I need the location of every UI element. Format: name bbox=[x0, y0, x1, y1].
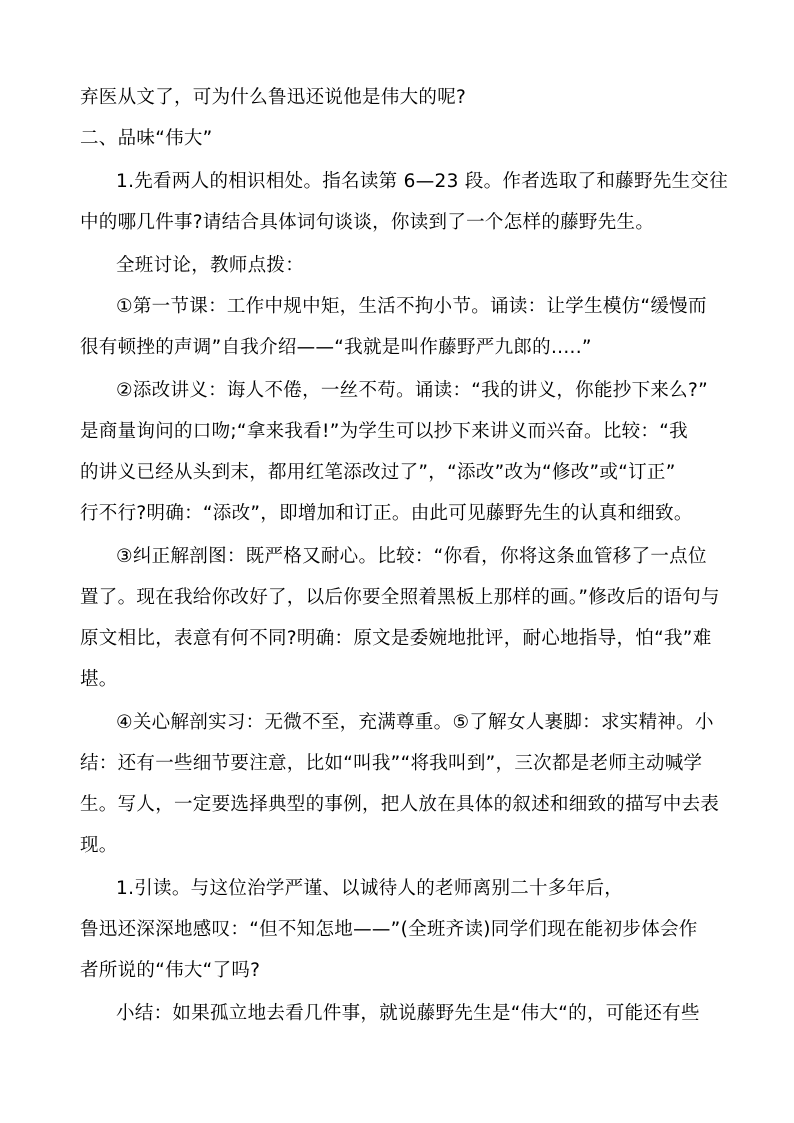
text-line: ④关心解剖实习：无微不至，充满尊重。⑤了解女人裹脚：求实精神。小 bbox=[116, 712, 714, 733]
text-line: 1.引读。与这位治学严谨、以诚待人的老师离别二十多年后， bbox=[116, 878, 624, 899]
text-line: 1.先看两人的相识相处。指名读第 6—23 段。作者选取了和藤野先生交往 bbox=[116, 171, 729, 192]
text-line: 中的哪几件事?请结合具体词句谈谈，你读到了一个怎样的藤野先生。 bbox=[80, 212, 655, 233]
text-line: 原文相比，表意有何不同?明确：原文是委婉地批评，耐心地指导，怕“我”难 bbox=[80, 628, 712, 649]
text-line: 结：还有一些细节要注意，比如“叫我”“将我叫到”，三次都是老师主动喊学 bbox=[80, 753, 703, 774]
text-line: 的讲义已经从头到末，都用红笔添改过了”，“添改”改为“修改”或“订正” bbox=[80, 462, 676, 483]
text-line: 全班讨论，教师点拨： bbox=[116, 255, 305, 276]
text-line: 小结：如果孤立地去看几件事，就说藤野先生是“伟大“的，可能还有些 bbox=[116, 1003, 700, 1024]
text-line: 置了。现在我给你改好了，以后你要全照着黑板上那样的画。”修改后的语句与 bbox=[80, 587, 720, 608]
text-line: 是商量询问的口吻;“拿来我看!”为学生可以抄下来讲义而兴奋。比较：“我 bbox=[80, 421, 688, 442]
text-line: 者所说的“伟大“了吗? bbox=[80, 960, 261, 981]
text-line: ①第一节课：工作中规中矩，生活不拘小节。诵读：让学生模仿“缓慢而 bbox=[116, 296, 707, 317]
text-line: 现。 bbox=[80, 835, 118, 856]
text-line: 生。写人，一定要选择典型的事例，把人放在具体的叙述和细致的描写中去表 bbox=[80, 794, 720, 815]
text-line: ②添改讲义：诲人不倦，一丝不苟。诵读：“我的讲义，你能抄下来么?” bbox=[116, 380, 708, 401]
text-line: 很有顿挫的声调”自我介绍——“我就是叫作藤野严九郎的.....” bbox=[80, 337, 592, 358]
text-line: ③纠正解剖图：既严格又耐心。比较：“你看，你将这条血管移了一点位 bbox=[116, 546, 707, 567]
text-line: 鲁迅还深深地感叹：“但不知怎地——”(全班齐读)同学们现在能初步体会作 bbox=[80, 919, 698, 940]
section-heading: 二、品味“伟大” bbox=[80, 128, 213, 149]
text-line: 弃医从文了，可为什么鲁迅还说他是伟大的呢? bbox=[80, 87, 467, 108]
text-line: 行不行?明确：“添改”，即增加和订正。由此可见藤野先生的认真和细致。 bbox=[80, 503, 693, 524]
text-line: 堪。 bbox=[80, 669, 118, 690]
